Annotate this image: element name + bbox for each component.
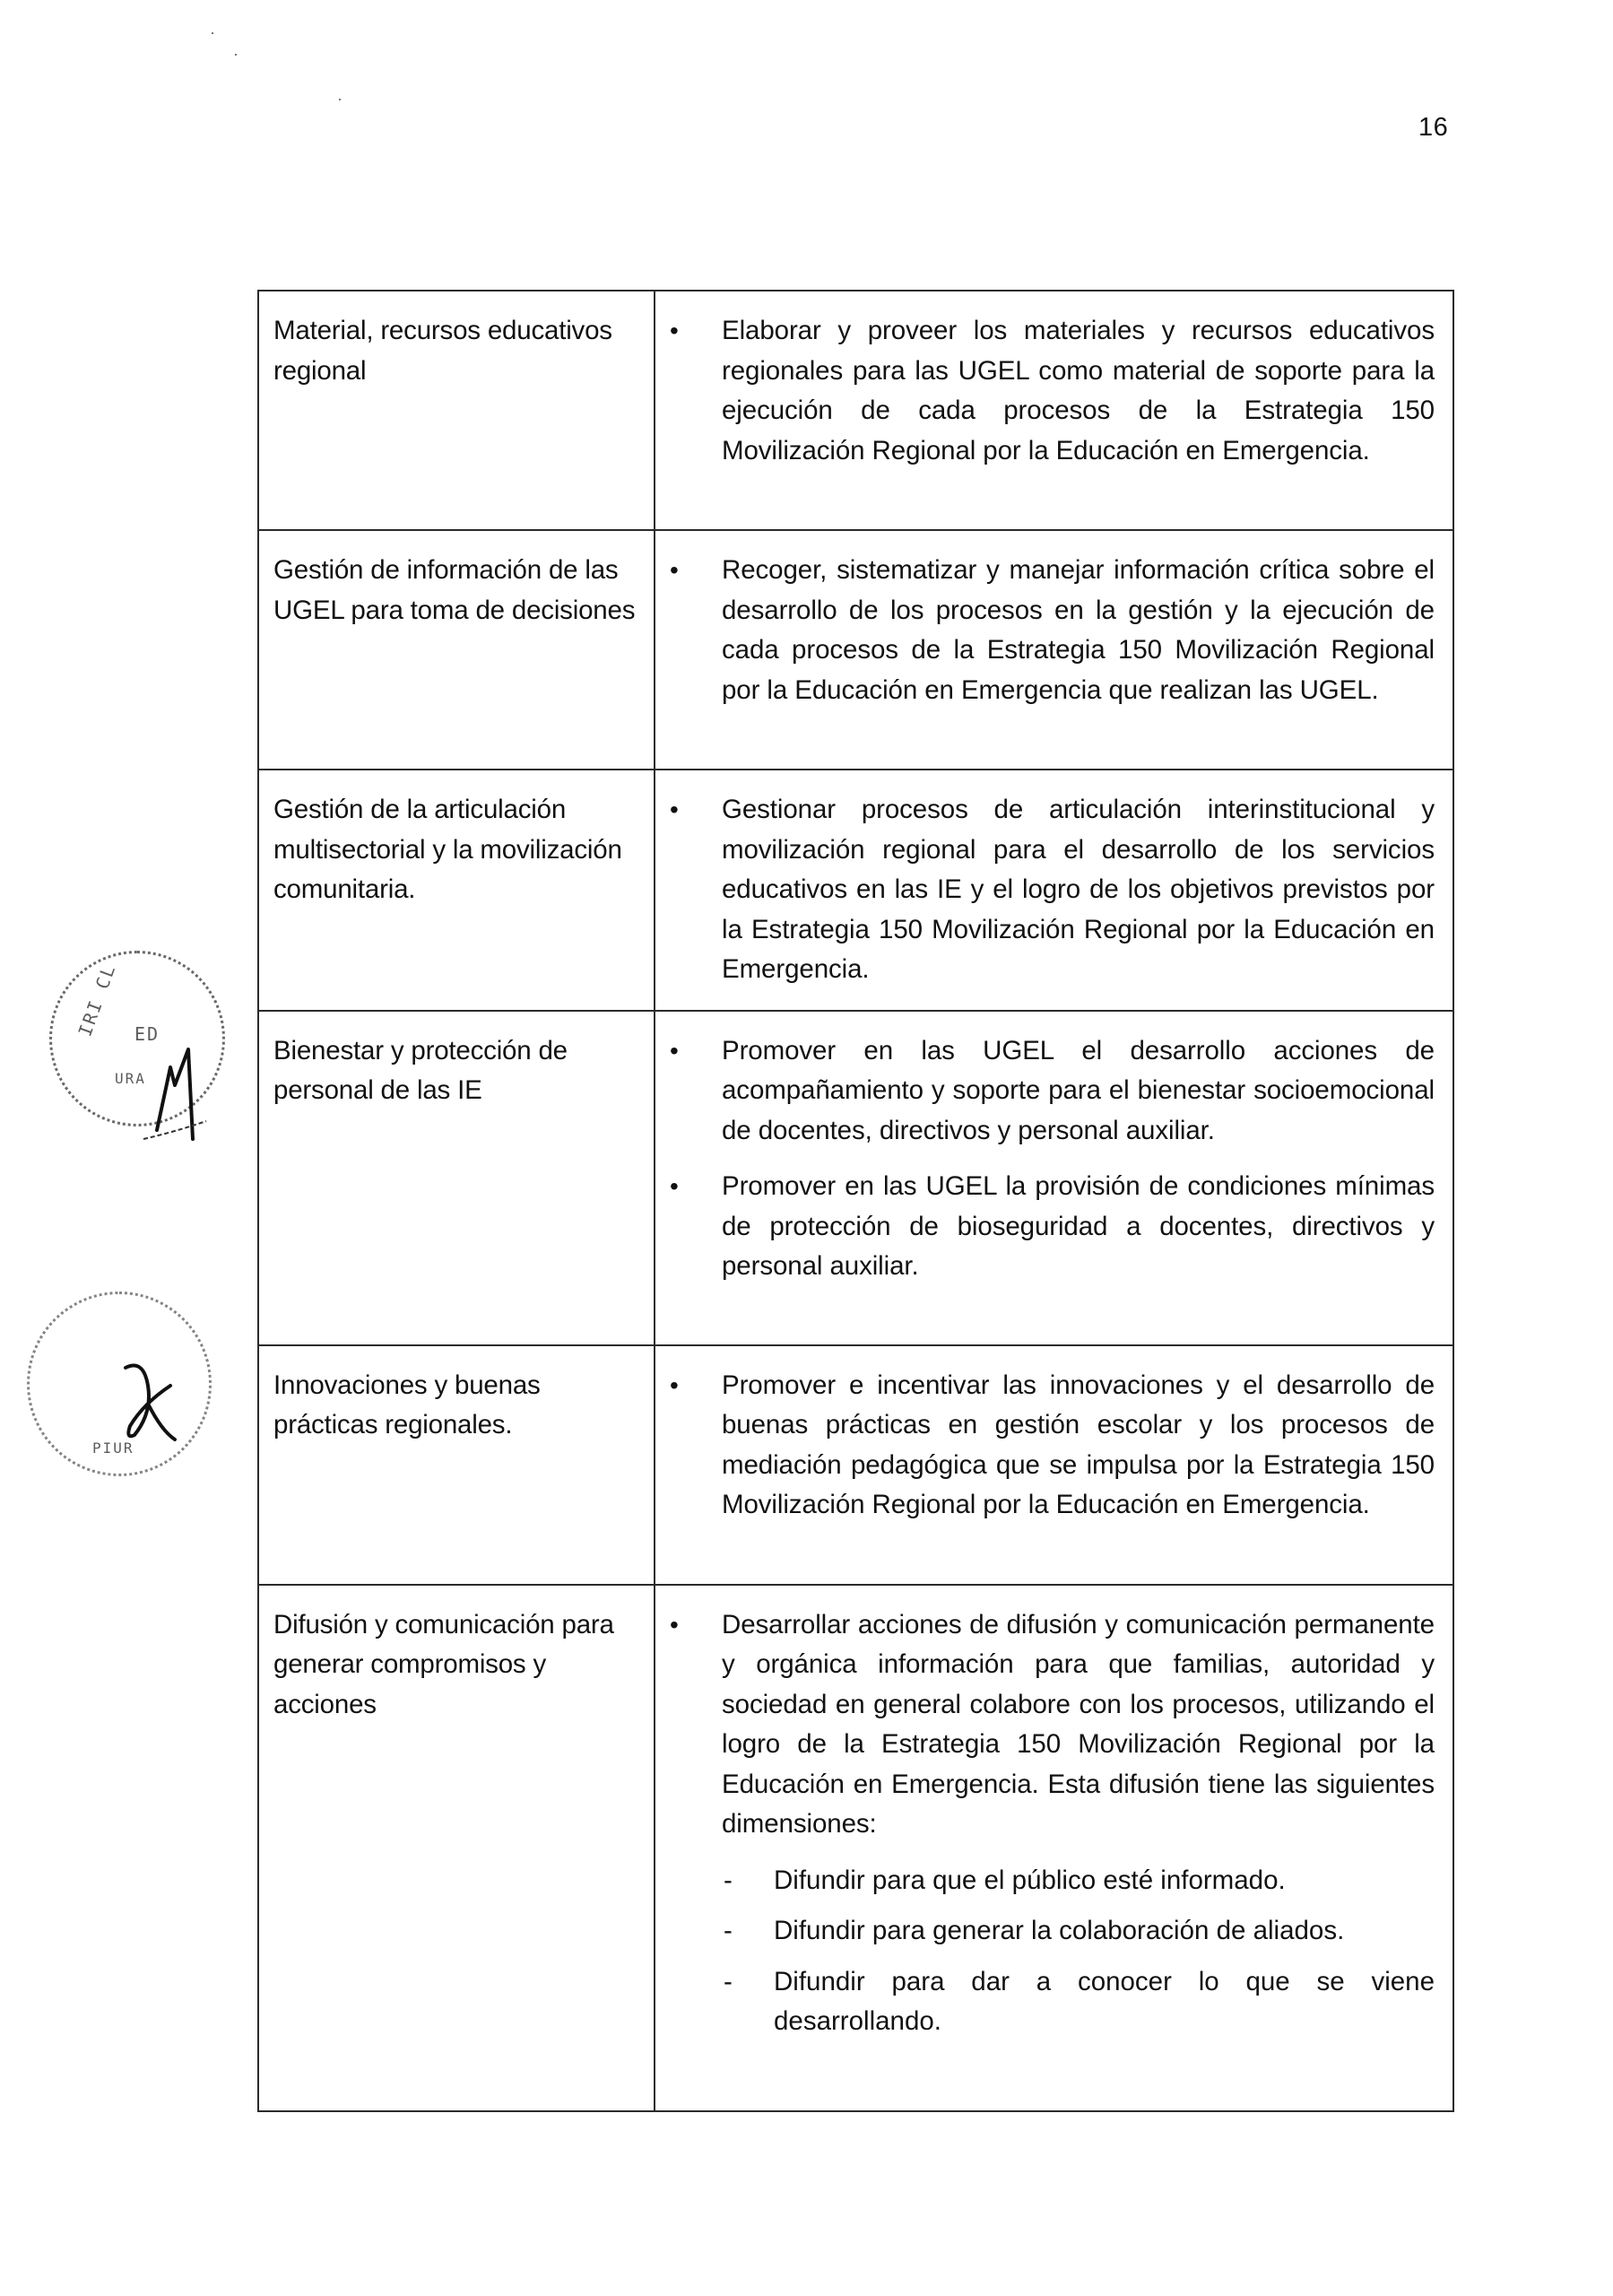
description-cell — [655, 291, 1453, 530]
bullet-text: Promover en las UGEL el desarrollo acciones de acompañamiento y soporte para el bienestar socioemocional de docentes, directivos y personal auxiliar. — [722, 1035, 1435, 1145]
bullet-icon: • — [670, 1610, 679, 1639]
table-row — [258, 530, 1453, 770]
description-cell — [655, 530, 1453, 770]
category-cell: Difusión y comunicación para generar compromisos y acciones — [258, 1585, 655, 2111]
dimension-text: Difundir para generar la colaboración de aliados. — [774, 1916, 1345, 1945]
stamp-sub-label: ED — [134, 1023, 160, 1045]
category-cell: Innovaciones y buenas prácticas regionales. — [258, 1345, 655, 1585]
bullet-icon: • — [670, 556, 679, 584]
table-row — [258, 1585, 1453, 2111]
dash-icon: - — [724, 1966, 733, 1996]
table-row — [258, 291, 1453, 530]
bullet-item — [668, 790, 1435, 990]
dimension-text: Difundir para dar a conocer lo que se viene desarrollando. — [774, 1966, 1435, 2036]
signature-icon — [108, 1350, 188, 1448]
scan-speck — [212, 32, 213, 34]
description-cell — [655, 770, 1453, 1011]
dimension-text: Difundir para que el público esté informado. — [774, 1865, 1286, 1895]
category-cell: Bienestar y protección de personal de las IE — [258, 1011, 655, 1345]
bullet-icon: • — [670, 796, 679, 823]
bullet-icon: • — [670, 1036, 679, 1065]
bullet-text: Gestionar procesos de articulación interinstitucional y movilización regional para el desarrollo de los servicios educativos en las IE y el logro de los objetivos previstos por la Estrategia 150 Movilización Regional por la Educación en Emergencia. — [722, 795, 1435, 984]
stamp-label: IRI CL — [74, 961, 120, 1039]
bullet-text: Recoger, sistematizar y manejar información crítica sobre el desarrollo de los procesos en la gestión y la ejecución de cada procesos de la Estrategia 150 Movilización Regional por la Educación en Emergencia que realizan las UGEL. — [722, 555, 1435, 705]
dimension-list — [668, 1861, 1435, 2042]
dimension-item — [720, 1861, 1435, 1901]
bullet-item — [668, 551, 1435, 710]
dash-icon: - — [724, 1916, 733, 1945]
bullet-item — [668, 311, 1435, 471]
bullet-icon: • — [670, 1370, 679, 1399]
bullet-text: Elaborar y proveer los materiales y recursos educativos regionales para las UGEL como material de soporte para la ejecución de cada procesos de la Estrategia 150 Movilización Regional por la Educación en Emergencia. — [722, 316, 1435, 465]
dimension-item — [720, 1911, 1435, 1952]
description-cell — [655, 1345, 1453, 1585]
category-cell: Gestión de información de las UGEL para toma de decisiones — [258, 530, 655, 770]
page-number: 16 — [1418, 113, 1449, 142]
bullet-item — [668, 1167, 1435, 1287]
bullet-text: Desarrollar acciones de difusión y comunicación permanente y orgánica información para que familias, autoridad y sociedad en general colabore con los procesos, utilizando el logro de la Estrategia 150 Movilización Regional por la Educación en Emergencia. Esta difusión tiene las siguientes dimensiones: — [722, 1609, 1435, 1839]
bullet-icon: • — [670, 317, 679, 344]
table-row — [258, 770, 1453, 1011]
bullet-item — [668, 1605, 1435, 1845]
bullet-item — [668, 1366, 1435, 1526]
bullet-item — [668, 1031, 1435, 1152]
description-cell — [655, 1585, 1453, 2111]
dimension-item — [720, 1962, 1435, 2042]
description-cell — [655, 1011, 1453, 1345]
scan-speck — [339, 99, 341, 100]
stamp-bottom-label: PIUR — [92, 1439, 134, 1457]
bullet-text: Promover e incentivar las innovaciones y el desarrollo de buenas prácticas en gestión escolar y los procesos de mediación pedagógica que se impulsa por la Estrategia 150 Movilización Regional por la Educación en Emergencia. — [722, 1370, 1435, 1519]
stamp-bottom-label: URA — [115, 1070, 146, 1087]
table-row — [258, 1011, 1453, 1345]
bullet-text: Promover en las UGEL la provisión de condiciones mínimas de protección de bioseguridad a docentes, directivos y personal auxiliar. — [722, 1171, 1435, 1281]
table-row — [258, 1345, 1453, 1585]
signature-icon — [139, 1031, 211, 1148]
scan-speck — [235, 54, 237, 56]
process-table — [257, 290, 1454, 2112]
category-cell: Gestión de la articulación multisectorial y la movilización comunitaria. — [258, 770, 655, 1011]
dash-icon: - — [724, 1865, 733, 1895]
bullet-icon: • — [670, 1172, 679, 1200]
category-cell: Material, recursos educativos regional — [258, 291, 655, 530]
